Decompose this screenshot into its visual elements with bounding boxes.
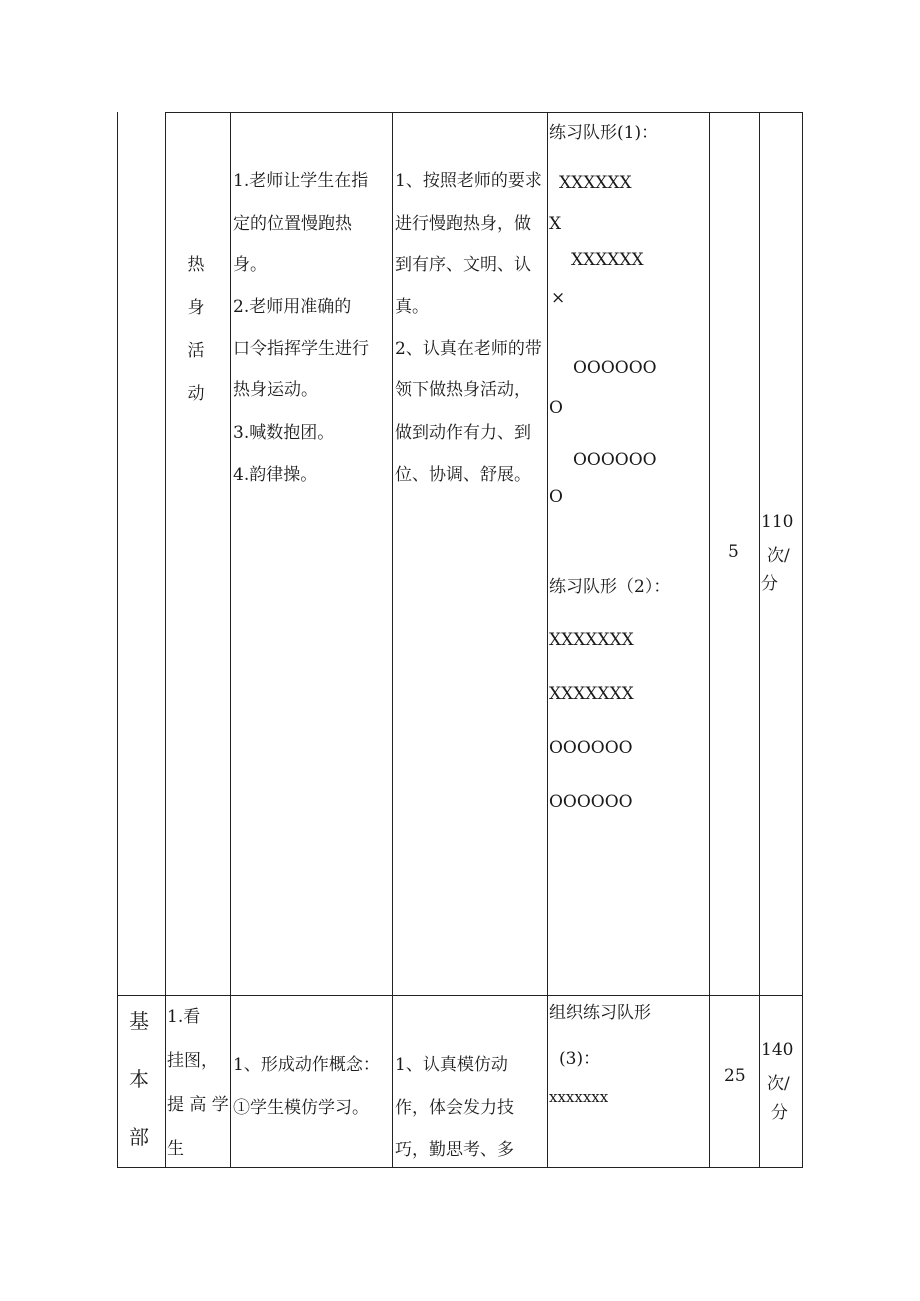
formation-title: 练习队形（2）： [549,577,671,597]
text-line: 位、协调、舒展。 [395,465,531,485]
text-line: 1、认真模仿动 [395,1055,508,1075]
formation-row: OOOOOO [573,358,657,378]
heart-rate-line: 次/ [767,1074,790,1094]
warmup-label-char: 动 [187,384,205,404]
grid-line-v4 [547,112,548,1168]
grid-line-v3 [392,112,393,1168]
warmup-label-char: 热 [187,255,205,275]
text-line: 身。 [233,255,267,275]
formation-row: O [549,487,563,507]
formation-row: XXXXXX [559,173,632,193]
basic-part-label [129,1005,149,1179]
heart-rate-line: 次/ [767,546,790,566]
basic-label-char: 部 [129,1125,149,1149]
grid-line-mid [117,995,803,996]
text-line: 挂图， [167,1051,218,1071]
text-line: ①学生模仿学习。 [233,1098,369,1118]
grid-line-v7 [802,112,803,1168]
text-line: 1、形成动作概念： [233,1055,380,1075]
formation-row: xxxxxxx [549,1088,609,1106]
formation-title: (3)： [559,1049,601,1069]
warmup-time: 5 [728,542,739,562]
text-line: 真。 [395,297,429,317]
basic-label-char: 基 [129,1009,149,1033]
text-line: 做到动作有力、到 [395,423,531,443]
text-line: 3.喊数抱团。 [233,423,335,443]
text-line: 作，体会发力技 [395,1098,514,1118]
basic-label-char: 本 [129,1067,149,1091]
grid-line-v5 [709,112,710,1168]
text-line: 热身运动。 [233,380,318,400]
warmup-label-char: 身 [187,298,205,318]
formation-row: XXXXXXX [549,684,634,704]
formation-row: OOOOOO [573,450,657,470]
warmup-label-char: 活 [187,341,205,361]
heart-rate-line: 分 [761,574,778,594]
grid-line-v0 [117,112,118,1168]
text-line: 1、按照老师的要求 [395,171,542,191]
formation-row: X [549,214,562,234]
grid-line-v2 [230,112,231,1168]
formation-row: OOOOOO [549,738,633,758]
formation-row: XXXXXXX [549,630,634,650]
text-line: 定的位置慢跑热 [233,214,352,234]
heart-rate-line: 分 [771,1103,788,1123]
grid-line-top [165,112,802,113]
formation-row: OOOOOO [549,792,633,812]
text-line: 口令指挥学生进行 [233,339,369,359]
text-line: 领下做热身活动， [395,380,531,400]
text-line: 到有序、文明、认 [395,255,531,275]
heart-rate-line: 110 [761,512,794,532]
heart-rate-line: 140 [761,1040,794,1060]
warmup-section-label [186,250,206,422]
formation-title: 练习队形(1)： [549,123,659,143]
text-line: 2、认真在老师的带 [395,339,542,359]
grid-line-v6 [759,112,760,1168]
text-line: 生 [167,1139,184,1159]
basic-time: 25 [724,1066,746,1086]
text-line: 1.看 [167,1007,201,1027]
formation-title: 组织练习队形 [549,1003,651,1023]
grid-line-bottom [117,1167,803,1168]
formation-row: × [551,288,566,308]
text-line: 1.老师让学生在指 [233,171,369,191]
grid-line-v1 [165,112,166,1168]
formation-row: XXXXXX [571,250,644,270]
formation-row: O [549,398,563,418]
text-line: 巧，勤思考、多 [395,1140,514,1160]
text-line: 2.老师用准确的 [233,297,352,317]
text-line: 提 高 学 [167,1095,229,1115]
text-line: 进行慢跑热身，做 [395,214,531,234]
text-line: 4.韵律操。 [233,465,318,485]
